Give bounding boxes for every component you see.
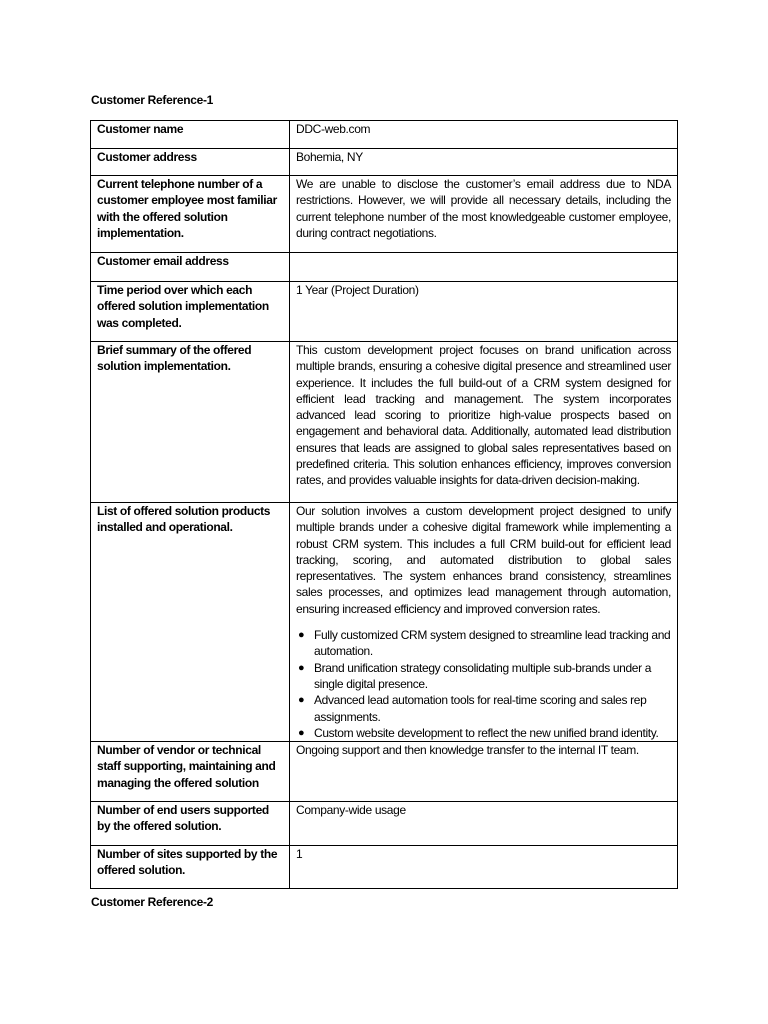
row-value: We are unable to disclose the customer’s email address due to NDA restrictions. However, we will provide all necessary details, including the current telephone number of the most knowledgeable customer employee, during contract negotiations. [290,176,678,253]
row-label: List of offered solution products installed and operational. [91,503,290,742]
table-row [91,282,678,342]
row-value: DDC-web.com [290,121,678,149]
row-value: This custom development project focuses on brand unification across multiple brands, ensuring a cohesive digital presence and streamlined user experience. It includes the full build-out of a CRM system designed for efficient lead tracking and management. The system incorporates advanced lead scoring to prioritize high-value prospects based on engagement and behavioral data. Additionally, automated lead distribution ensures that leads are assigned to global sales representatives based on predefined criteria. This solution enhances efficiency, improves conversion rates, and provides valuable insights for data-driven decision-making. [290,342,678,503]
row-label: Brief summary of the offered solution implementation. [91,342,290,503]
row-value: Our solution involves a custom development project designed to unify multiple brands under a cohesive digital framework while implementing a robust CRM system. This includes a full CRM build-out for efficient lead tracking, scoring, and automated distribution to global sales representatives. The system enhances brand consistency, streamlines sales processes, and optimizes lead management through automation, ensuring increased efficiency and improved conversion rates. [296,504,671,616]
row-label: Number of end users supported by the offered solution. [91,802,290,846]
row-value: Bohemia, NY [290,149,678,176]
table-row [91,342,678,503]
bullet-text: Brand unification strategy consolidating multiple sub-brands under a single digital presence. [314,660,652,691]
table-row [91,176,678,253]
row-label: Customer name [91,121,290,149]
section-heading-reference-1: Customer Reference-1 [91,93,214,107]
row-label: Number of vendor or technical staff supporting, maintaining and managing the offered solution [91,742,290,802]
list-item [296,725,671,741]
section-heading-reference-2: Customer Reference-2 [91,895,214,909]
row-value: Company-wide usage [290,802,678,846]
bullet-text: Fully customized CRM system designed to streamline lead tracking and automation. [314,628,671,659]
row-value [290,253,678,282]
bullet-text: Custom website development to reflect the new unified brand identity. [314,725,659,740]
table-row [91,802,678,846]
table-row [91,846,678,889]
bullet-icon: ● [298,694,305,707]
table-row [91,121,678,149]
row-label: Time period over which each offered solution implementation was completed. [91,282,290,342]
table-row [91,149,678,176]
list-item [296,627,671,660]
row-value-with-list [290,503,678,742]
row-label: Customer address [91,149,290,176]
list-item [296,692,671,725]
list-item [296,660,671,693]
customer-reference-table [90,120,678,889]
table-row [91,742,678,802]
row-value: 1 [290,846,678,889]
product-bullet-list [296,627,671,741]
bullet-icon: ● [298,629,305,642]
bullet-icon: ● [298,726,305,739]
row-label: Customer email address [91,253,290,282]
row-value: 1 Year (Project Duration) [290,282,678,342]
bullet-icon: ● [298,661,305,674]
row-label: Current telephone number of a customer employee most familiar with the offered solution implementation. [91,176,290,253]
row-value: Ongoing support and then knowledge transfer to the internal IT team. [290,742,678,802]
row-label: Number of sites supported by the offered solution. [91,846,290,889]
table-row [91,253,678,282]
table-row [91,503,678,742]
bullet-text: Advanced lead automation tools for real-time scoring and sales rep assignments. [314,693,647,724]
